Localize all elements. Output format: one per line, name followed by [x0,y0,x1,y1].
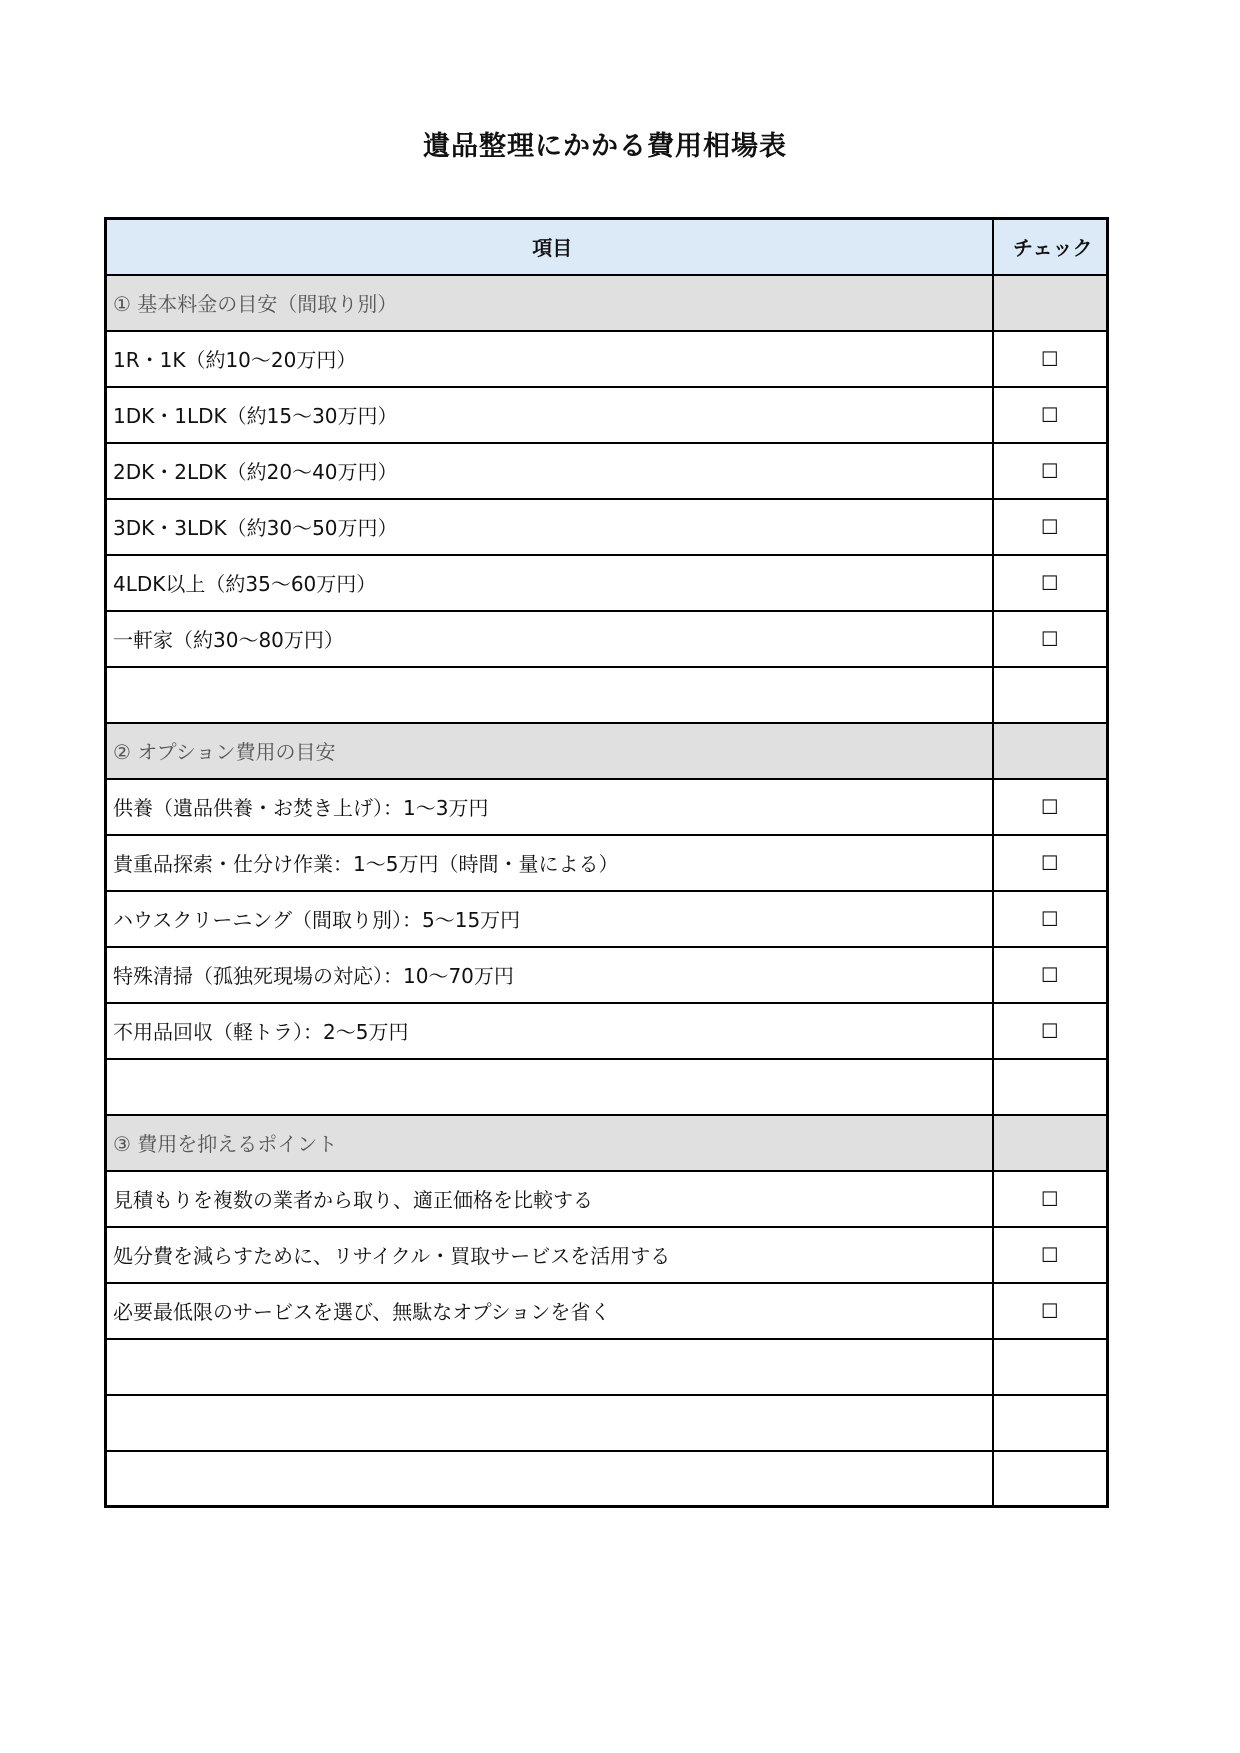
empty-row [106,1059,1108,1115]
checkbox[interactable]: ☐ [993,835,1108,891]
empty-row [106,1395,1108,1451]
table-row [106,1003,1108,1059]
table-row [106,1283,1108,1339]
item-label: 1DK・1LDK（約15〜30万円） [106,387,993,443]
item-label: 4LDK以上（約35〜60万円） [106,555,993,611]
table-row [106,611,1108,667]
table-row [106,443,1108,499]
table-row [106,1171,1108,1227]
table-row [106,891,1108,947]
checkbox[interactable]: ☐ [993,891,1108,947]
table-row [106,555,1108,611]
header-item: 項目 [106,219,993,275]
section-row-option-fees [106,723,1108,779]
item-label: 必要最低限のサービスを選び、無駄なオプションを省く [106,1283,993,1339]
section-check-cell [993,723,1108,779]
checkbox[interactable]: ☐ [993,1003,1108,1059]
empty-cell [993,1451,1108,1507]
checkbox[interactable]: ☐ [993,779,1108,835]
section-row-saving-tips [106,1115,1108,1171]
table-row [106,331,1108,387]
empty-cell [993,1395,1108,1451]
empty-row [106,667,1108,723]
table-row [106,499,1108,555]
section-heading: ② オプション費用の目安 [106,723,993,779]
checkbox[interactable]: ☐ [993,1227,1108,1283]
empty-row [106,1339,1108,1395]
empty-cell [993,1059,1108,1115]
checkbox[interactable]: ☐ [993,1171,1108,1227]
section-row-basic-fees [106,275,1108,331]
cost-checklist-table [104,217,1109,1508]
item-label: ハウスクリーニング（間取り別）：5〜15万円 [106,891,993,947]
checkbox[interactable]: ☐ [993,555,1108,611]
checkbox[interactable]: ☐ [993,499,1108,555]
empty-row [106,1451,1108,1507]
table-row [106,387,1108,443]
section-check-cell [993,1115,1108,1171]
checkbox[interactable]: ☐ [993,1283,1108,1339]
item-label: 2DK・2LDK（約20〜40万円） [106,443,993,499]
table-row [106,1227,1108,1283]
empty-cell [993,1339,1108,1395]
empty-cell [106,1339,993,1395]
item-label: 見積もりを複数の業者から取り、適正価格を比較する [106,1171,993,1227]
table-header-row [106,219,1108,275]
item-label: 不用品回収（軽トラ）：2〜5万円 [106,1003,993,1059]
header-check: チェック [993,219,1108,275]
item-label: 供養（遺品供養・お焚き上げ）：1〜3万円 [106,779,993,835]
item-label: 処分費を減らすために、リサイクル・買取サービスを活用する [106,1227,993,1283]
empty-cell [106,1395,993,1451]
checkbox[interactable]: ☐ [993,611,1108,667]
empty-cell [106,1451,993,1507]
table-row [106,835,1108,891]
item-label: 一軒家（約30〜80万円） [106,611,993,667]
empty-cell [106,667,993,723]
checkbox[interactable]: ☐ [993,443,1108,499]
item-label: 貴重品探索・仕分け作業：1〜5万円（時間・量による） [106,835,993,891]
item-label: 3DK・3LDK（約30〜50万円） [106,499,993,555]
table-row [106,947,1108,1003]
table-row [106,779,1108,835]
checkbox[interactable]: ☐ [993,947,1108,1003]
checkbox[interactable]: ☐ [993,387,1108,443]
section-heading: ① 基本料金の目安（間取り別） [106,275,993,331]
section-heading: ③ 費用を抑えるポイント [106,1115,993,1171]
page-title: 遺品整理にかかる費用相場表 [423,131,787,162]
section-check-cell [993,275,1108,331]
checkbox[interactable]: ☐ [993,331,1108,387]
empty-cell [993,667,1108,723]
item-label: 1R・1K（約10〜20万円） [106,331,993,387]
item-label: 特殊清掃（孤独死現場の対応）：10〜70万円 [106,947,993,1003]
empty-cell [106,1059,993,1115]
